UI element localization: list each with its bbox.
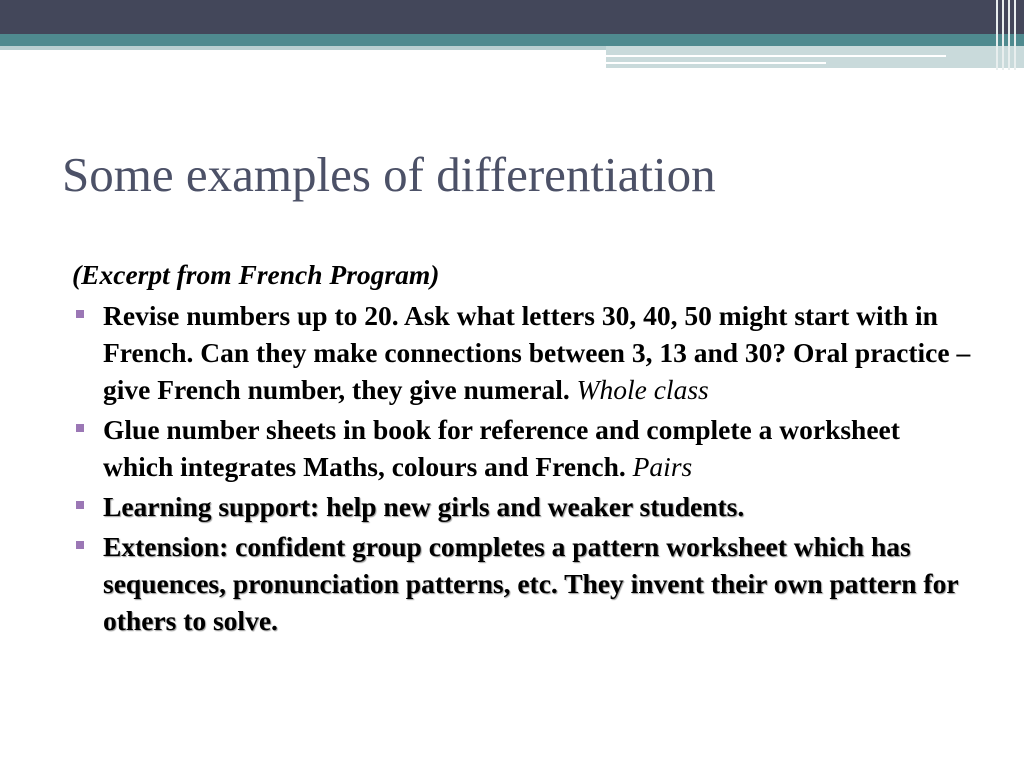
square-bullet-icon [76, 501, 84, 509]
square-bullet-icon [76, 310, 84, 318]
group-tag: Whole class [576, 374, 709, 405]
group-tag: Pairs [632, 451, 693, 482]
square-bullet-icon [76, 541, 84, 549]
bullet-text: Revise numbers up to 20. Ask what letters 30, 40, 50 might start with in French. Can they make connections between 3, 13 and 30? Oral practice – give French number, they give numeral. [103, 300, 971, 405]
header-bar-dark [0, 0, 1024, 34]
bullet-text: Extension: confident group completes a pattern worksheet which has sequences, pronunciation patterns, etc. They invent their own pattern for others to solve. [103, 531, 959, 636]
header-bar-teal-light [0, 46, 606, 50]
bullet-list [72, 297, 972, 639]
bullet-item [72, 488, 972, 525]
slide-title: Some examples of differentiation [62, 147, 716, 202]
header-accent-line [606, 62, 826, 64]
slide-body [72, 256, 972, 642]
header-accent-line [606, 55, 946, 57]
square-bullet-icon [76, 424, 84, 432]
bullet-text: Learning support: help new girls and weaker students. [103, 491, 745, 522]
header-accent-block [606, 46, 1024, 68]
header-bar-teal [0, 34, 1024, 46]
header-stripes [992, 0, 1024, 70]
excerpt-label: (Excerpt from French Program) [72, 259, 440, 290]
bullet-text: Glue number sheets in book for reference and complete a worksheet which integrates Maths, colours and French. [103, 414, 900, 482]
bullet-item [72, 411, 972, 485]
bullet-item [72, 297, 972, 408]
bullet-item [72, 528, 972, 639]
